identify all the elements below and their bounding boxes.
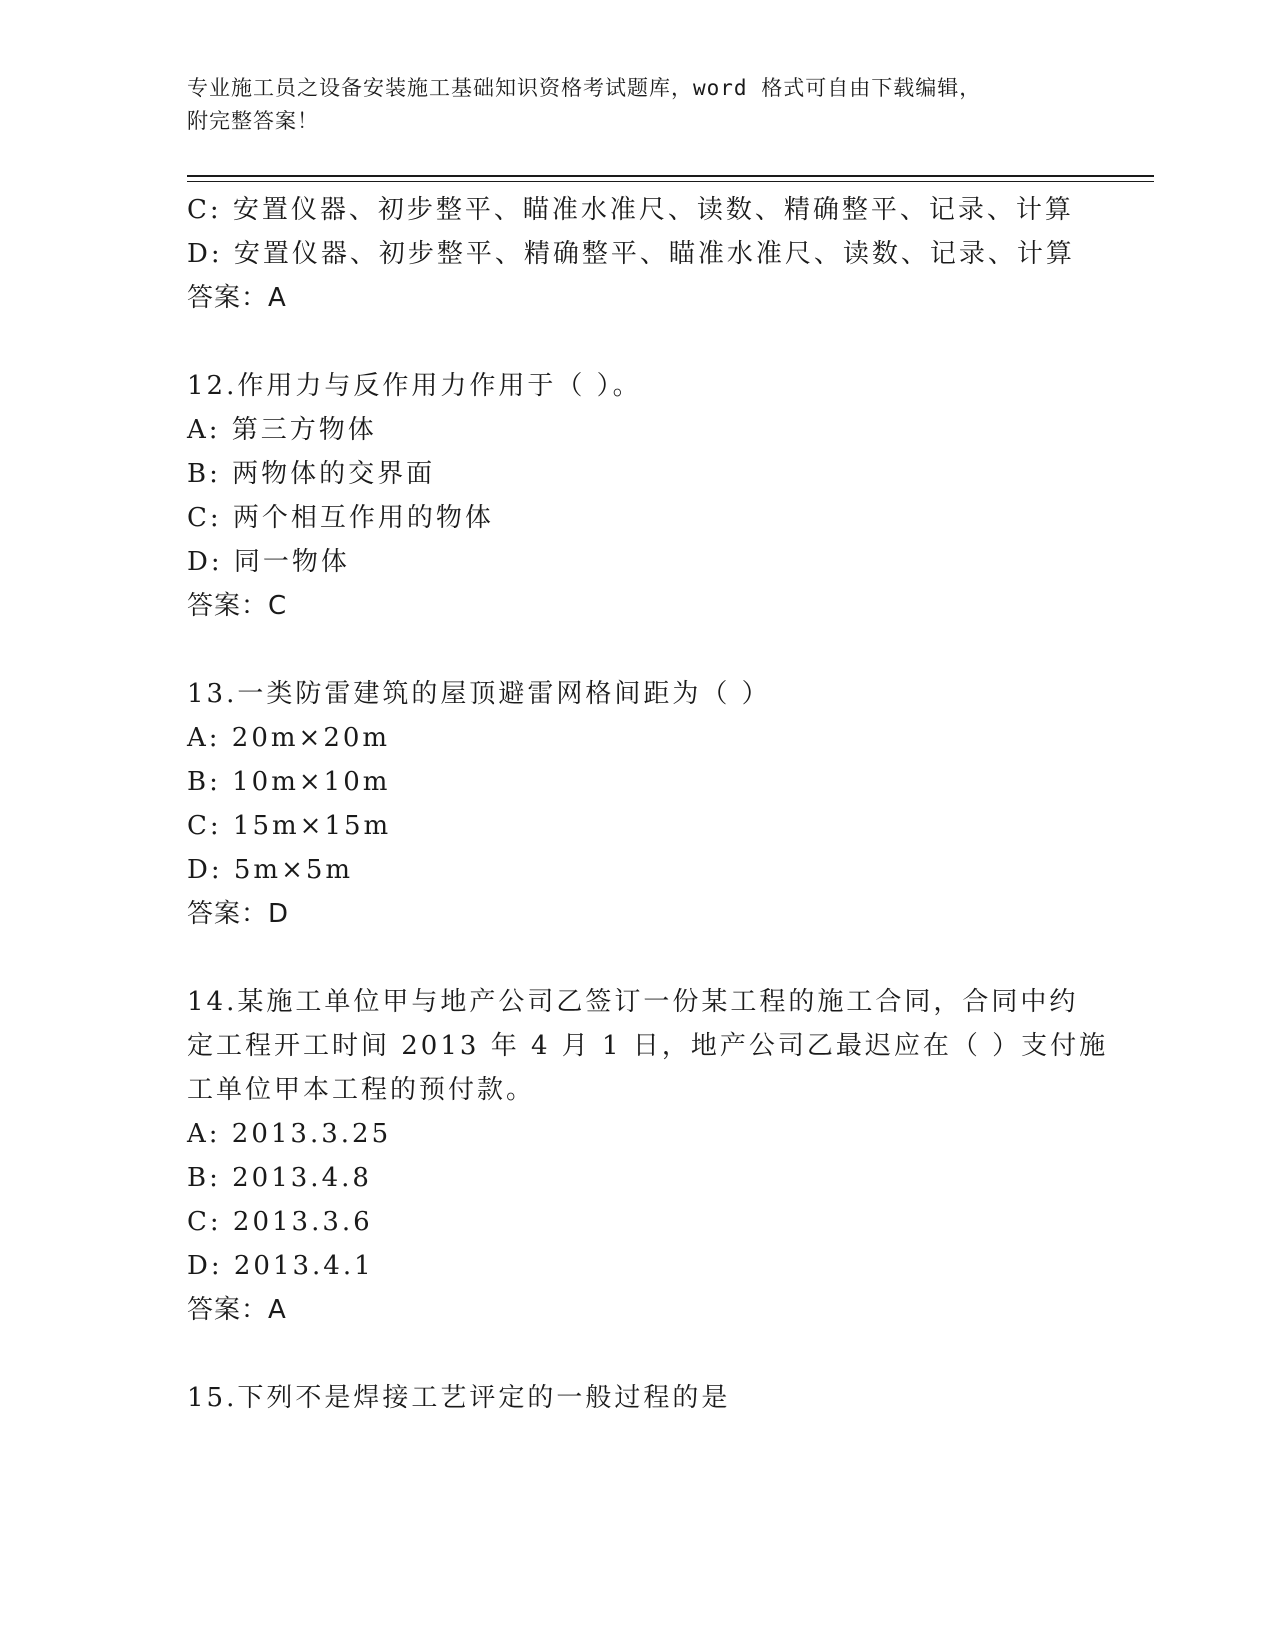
question-13-option-b: B: 10m×10m [187,767,391,797]
question-12-answer: 答案：C [187,591,288,621]
header-rule-top [187,175,1154,177]
header-line-1: 专业施工员之设备安装施工基础知识资格考试题库，word 格式可自由下载编辑， [187,76,982,100]
question-12-option-d: D: 同一物体 [187,547,350,577]
question-14-option-a: A: 2013.3.25 [187,1119,392,1149]
option-d: D: 安置仪器、初步整平、精确整平、瞄准水准尺、读数、记录、计算 [187,239,1075,269]
question-15-stem: 15.下列不是焊接工艺评定的一般过程的是 [187,1383,731,1413]
question-14-stem-line-1: 14.某施工单位甲与地产公司乙签订一份某工程的施工合同，合同中约 [187,987,1079,1017]
document-header [187,72,1087,138]
question-13-option-c: C: 15m×15m [187,811,392,841]
question-13-stem: 13.一类防雷建筑的屋顶避雷网格间距为（ ） [187,679,771,709]
question-14-option-d: D: 2013.4.1 [187,1251,374,1281]
question-12-stem: 12.作用力与反作用力作用于（ ）。 [187,371,642,401]
header-rule-bottom [187,181,1154,182]
question-14-option-c: C: 2013.3.6 [187,1207,373,1237]
question-12-option-c: C: 两个相互作用的物体 [187,503,494,533]
option-c: C: 安置仪器、初步整平、瞄准水准尺、读数、精确整平、记录、计算 [187,195,1074,225]
question-13-option-d: D: 5m×5m [187,855,354,885]
question-14-stem-line-2: 定工程开工时间 2013 年 4 月 1 日，地产公司乙最迟应在（ ）支付施 [187,1031,1109,1061]
header-line-2: 附完整答案！ [187,109,319,133]
question-14-option-b: B: 2013.4.8 [187,1163,372,1193]
answer: 答案：A [187,283,287,313]
question-13-option-a: A: 20m×20m [187,723,391,753]
question-13-answer: 答案：D [187,899,290,929]
question-12-option-a: A: 第三方物体 [187,415,377,445]
question-12-option-b: B: 两物体的交界面 [187,459,436,489]
question-14-answer: 答案：A [187,1295,287,1325]
question-14-stem-line-3: 工单位甲本工程的预付款。 [187,1075,536,1105]
